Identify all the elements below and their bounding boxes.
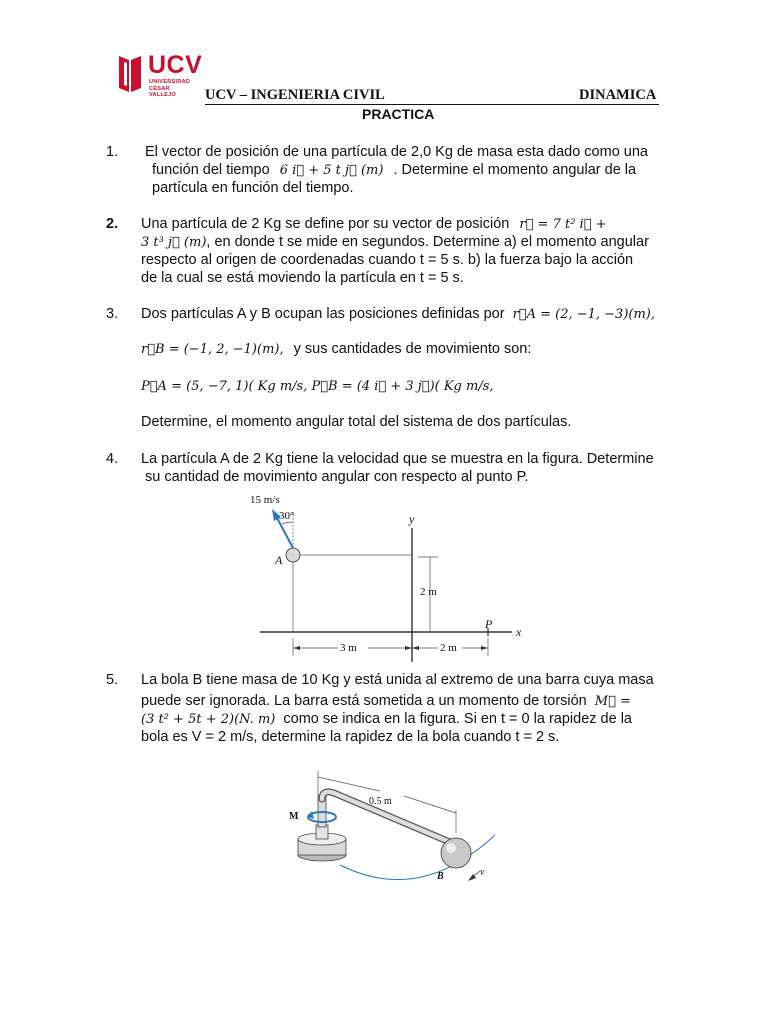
- problem-5-line-2: puede ser ignorada. La barra está sometida a un momento de torsión M⃗ =: [141, 693, 631, 709]
- problem-5-math-a: M⃗ =: [594, 694, 631, 709]
- logo-subtitle: UNIVERSIDAD CÉSAR VALLEJO: [149, 79, 191, 98]
- problem-3-math-p: P⃗A = (5, −7, 1)( Kg m/s, P⃗B = (4 i⃗ + 3 j⃗)( Kg m/s,: [141, 379, 494, 394]
- label-ball: B: [437, 871, 444, 882]
- ucv-logo-mark: [117, 52, 143, 96]
- label-angle: 30°: [279, 510, 295, 522]
- header-left: UCV – INGENIERIA CIVIL: [205, 87, 385, 103]
- label-dim-left: 3 m: [340, 642, 357, 654]
- problem-4-line-2: su cantidad de movimiento angular con respecto al punto P.: [145, 469, 529, 485]
- header-rule: [205, 104, 659, 105]
- problem-3-line-3: [141, 377, 681, 396]
- label-point-p: P: [485, 617, 493, 631]
- ucv-logo: [117, 51, 203, 98]
- label-dim-vertical: 2 m: [420, 586, 437, 598]
- problem-2-math-a: r⃗ = 7 t² i⃗ +: [519, 217, 607, 232]
- label-speed: 15 m/s: [250, 494, 280, 506]
- label-velocity: v: [480, 867, 485, 878]
- angle-arc: [282, 522, 293, 524]
- problem-5-math-b: (3 t² + 5t + 2)(N. m): [141, 712, 276, 727]
- label-axis-x: x: [516, 625, 522, 639]
- label-axis-y: y: [409, 512, 415, 526]
- page-title: PRACTICA: [362, 106, 435, 122]
- problem-3-math-rb: r⃗B = (−1, 2, −1)(m),: [141, 342, 284, 357]
- problem-3-line-2: r⃗B = (−1, 2, −1)(m), y sus cantidades de movimiento son:: [141, 341, 532, 357]
- problem-2-number: 2.: [106, 216, 119, 232]
- ball-b: [441, 838, 471, 868]
- problem-5-number: 5.: [106, 672, 119, 688]
- problem-5-line-4: bola es V = 2 m/s, determine la rapidez de la bola cuando t = 2 s.: [141, 729, 560, 745]
- particle-a: [286, 548, 300, 562]
- logo-text: UCV: [148, 51, 203, 79]
- problem-4-number: 4.: [106, 451, 119, 467]
- problem-1-line-2: función del tiempo 6 i⃗ + 5 t j⃗ (m) . Determine el momento angular de la: [152, 162, 637, 178]
- problem-1-line-3: partícula en función del tiempo.: [152, 180, 354, 196]
- figure-ball-rod: [280, 765, 500, 895]
- problem-5-line-1: La bola B tiene masa de 10 Kg y está unida al extremo de una barra cuya masa: [141, 672, 654, 688]
- problem-3-number: 3.: [106, 306, 119, 322]
- problem-4-line-1: La partícula A de 2 Kg tiene la velocidad que se muestra en la figura. Determine: [141, 451, 654, 467]
- problem-1-line-1: El vector de posición de una partícula de 2,0 Kg de masa esta dado como una: [145, 144, 648, 160]
- label-dim-right: 2 m: [440, 642, 457, 654]
- problem-2-line-1: Una partícula de 2 Kg se define por su vector de posición r⃗ = 7 t² i⃗ +: [141, 216, 607, 232]
- problem-2-line-2: 3 t³ j⃗ (m), en donde t se mide en segundos. Determine a) el momento angular: [141, 234, 649, 250]
- label-moment: M: [289, 811, 299, 822]
- problem-3-line-1: Dos partículas A y B ocupan las posiciones definidas por r⃗A = (2, −1, −3)(m),: [141, 306, 655, 322]
- problem-2-line-4: de la cual se está moviendo la partícula en t = 5 s.: [141, 270, 464, 286]
- problem-3-line-4: Determine, el momento angular total del sistema de dos partículas.: [141, 414, 572, 430]
- problem-2-line-3: respecto al origen de coordenadas cuando t = 5 s. b) la fuerza bajo la acción: [141, 252, 634, 268]
- header-right: DINAMICA: [579, 87, 657, 103]
- problem-1-math: 6 i⃗ + 5 t j⃗ (m): [279, 163, 384, 178]
- problem-1-number: 1.: [106, 144, 119, 160]
- ball-path: [340, 835, 495, 880]
- problem-5-line-3: (3 t² + 5t + 2)(N. m) como se indica en la figura. Si en t = 0 la rapidez de la: [141, 711, 632, 727]
- label-length: 0.5 m: [369, 796, 392, 807]
- label-point-a: A: [275, 553, 283, 567]
- problem-3-math-ra: r⃗A = (2, −1, −3)(m),: [512, 307, 655, 322]
- problem-2-math-b: 3 t³ j⃗ (m): [141, 235, 207, 250]
